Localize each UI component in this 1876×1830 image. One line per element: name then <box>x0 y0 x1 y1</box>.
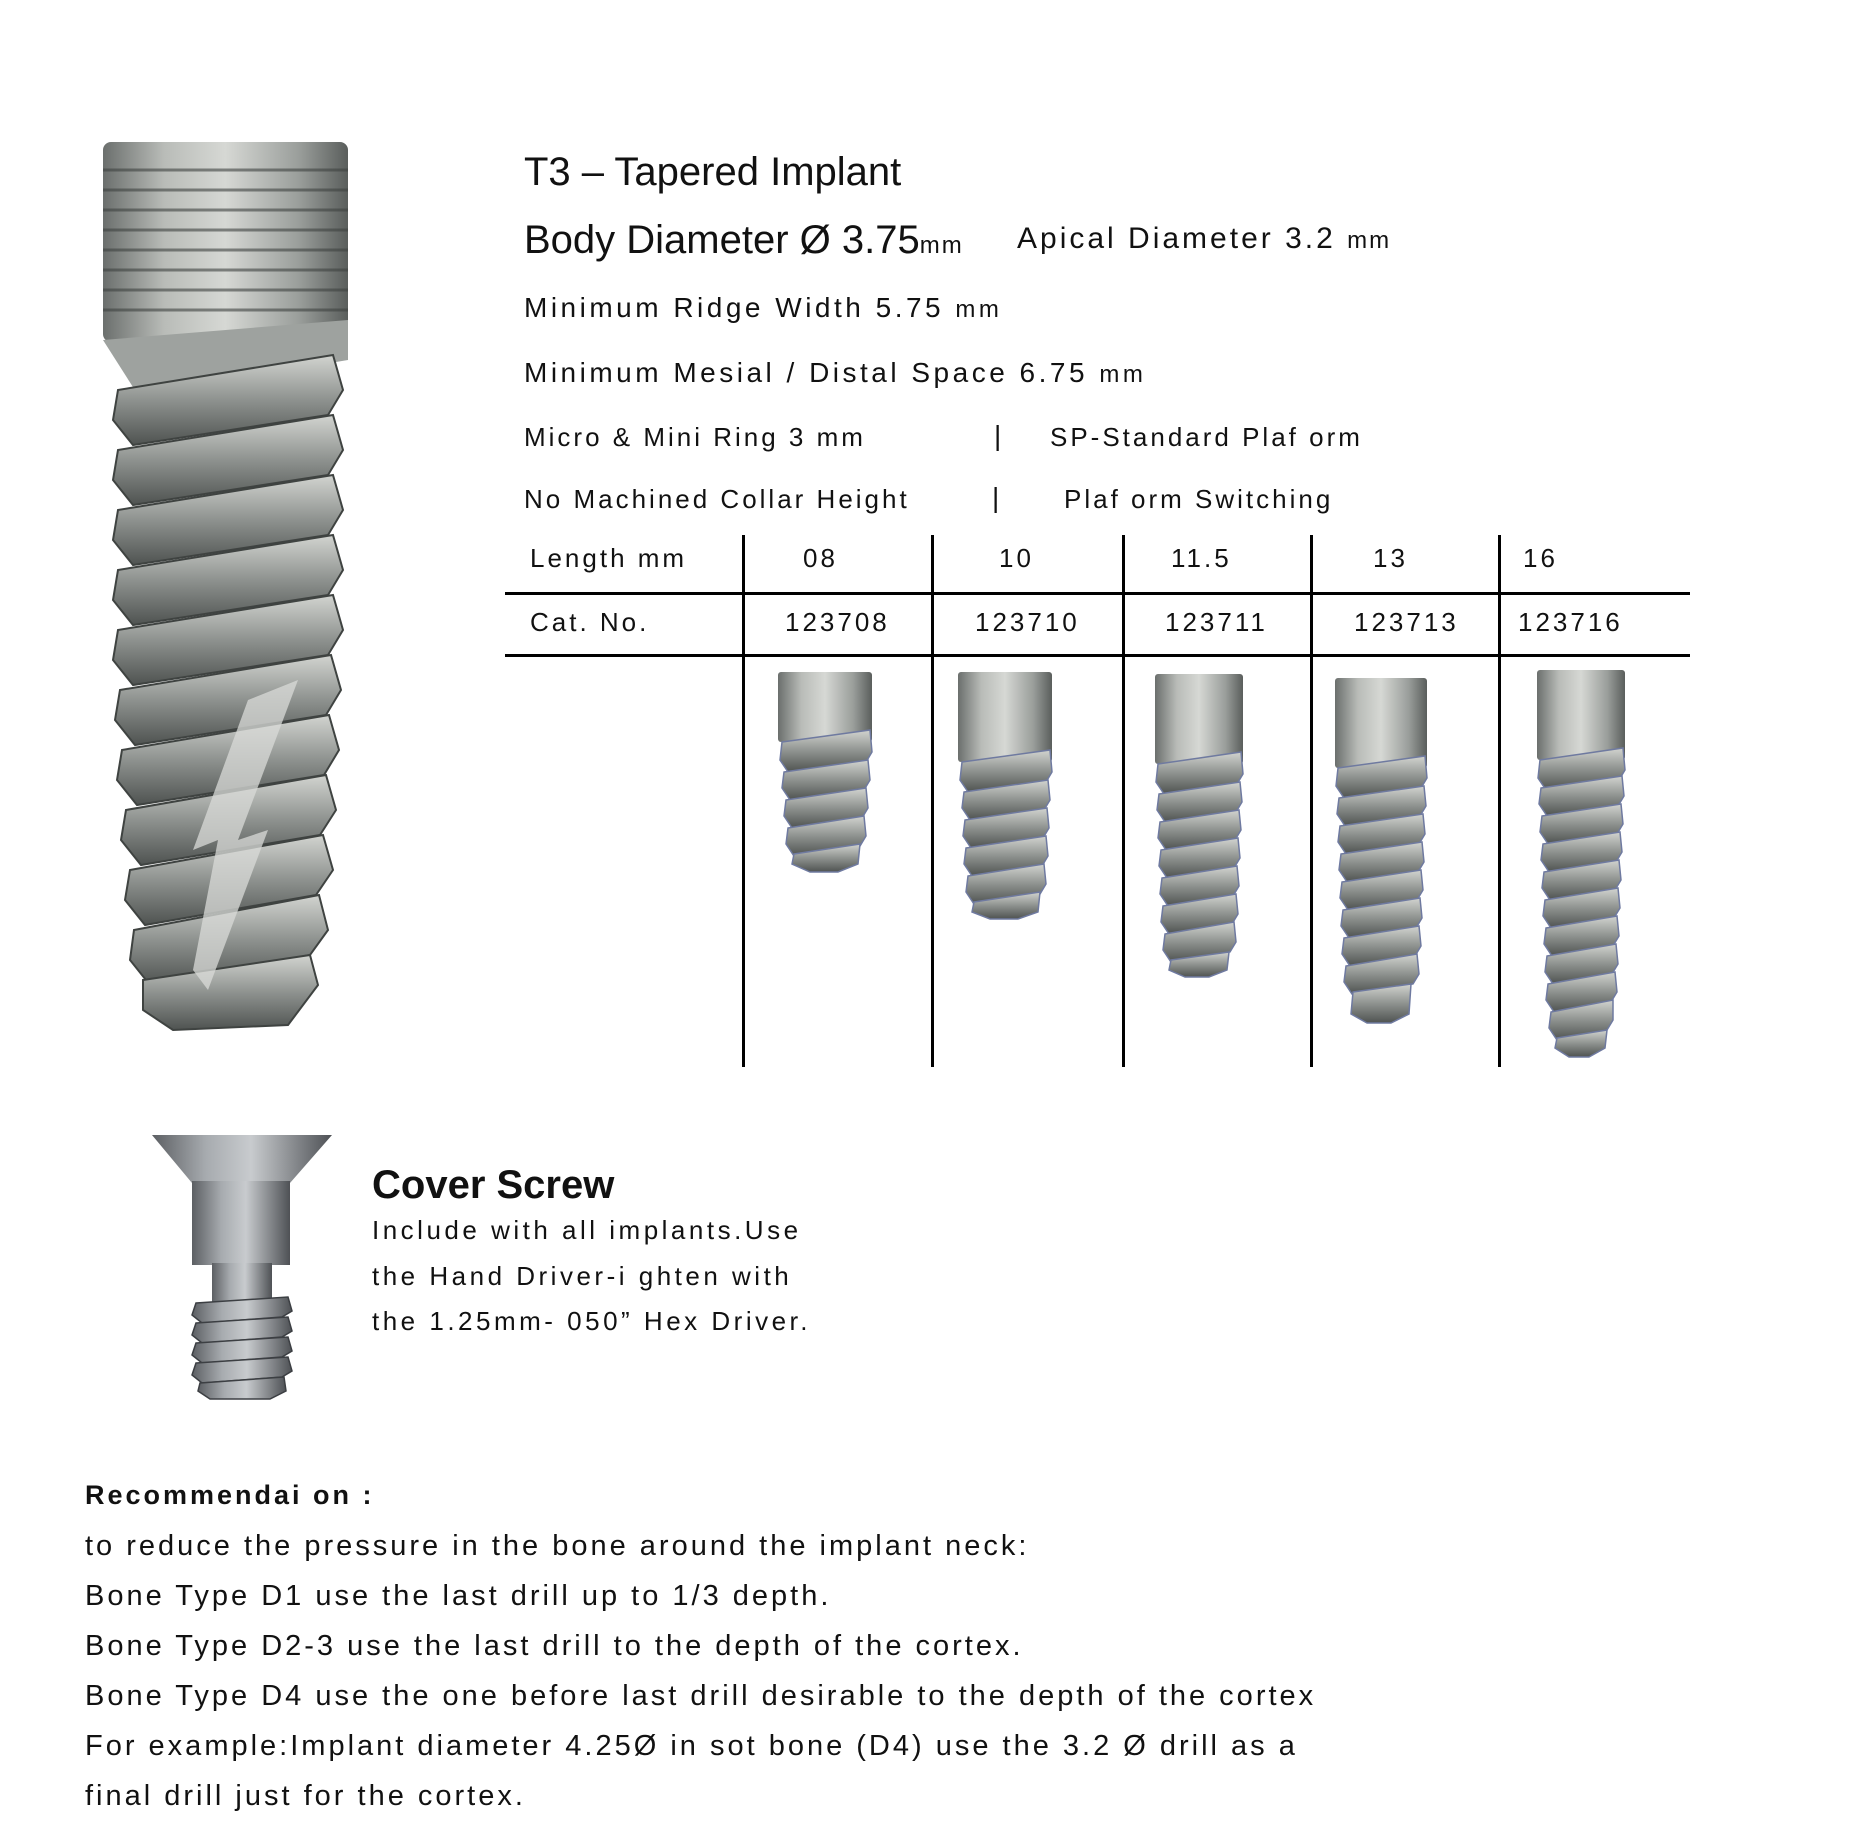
cover-screw-description-line: the 1.25mm- 050” Hex Driver. <box>372 1306 812 1336</box>
min-mesial-distal-space <box>524 357 1146 389</box>
cover-screw-title: Cover Screw <box>372 1163 615 1207</box>
separator: | <box>992 482 1000 513</box>
min-mesial-distal-value: Minimum Mesial / Distal Space 6.75 <box>524 357 1089 388</box>
table-divider <box>505 592 1690 595</box>
length-cell: 11.5 <box>1171 543 1232 573</box>
length-cell: 10 <box>999 543 1034 573</box>
body-diameter-unit: mm <box>919 232 964 259</box>
sp-standard-platform: SP-Standard Plaf orm <box>1050 422 1363 452</box>
min-mesial-distal-unit: mm <box>1099 361 1147 388</box>
recommendation-line: Bone Type D1 use the last drill up to 1/3 depth. <box>85 1580 832 1612</box>
separator: | <box>994 420 1002 451</box>
recommendation-line: to reduce the pressure in the bone around the implant neck: <box>85 1530 1030 1562</box>
table-divider <box>505 654 1690 657</box>
apical-diameter-unit: mm <box>1347 227 1392 254</box>
cover-screw-description-line: Include with all implants.Use <box>372 1215 802 1245</box>
length-cell: 08 <box>803 543 838 573</box>
cover-screw-description-line: the Hand Driver-i ghten with <box>372 1261 793 1291</box>
min-ridge-width-value: Minimum Ridge Width 5.75 <box>524 292 945 323</box>
micro-mini-ring: Micro & Mini Ring 3 mm <box>524 422 866 452</box>
product-title: T3 – Tapered Implant <box>524 150 902 194</box>
catalog-cell: 123710 <box>975 607 1080 637</box>
implant-13mm-image <box>1333 678 1429 1024</box>
length-cell: 16 <box>1523 543 1558 573</box>
min-ridge-width-unit: mm <box>955 296 1003 323</box>
recommendation-line: final drill just for the cortex. <box>85 1780 526 1812</box>
table-column-rule <box>1498 535 1501 1067</box>
catalog-cell: 123713 <box>1354 607 1459 637</box>
implant-08mm-image <box>776 672 874 874</box>
table-column-rule <box>1310 535 1313 1067</box>
body-diameter <box>524 218 964 263</box>
length-catalog-table <box>505 535 1690 1067</box>
catalog-cell: 123711 <box>1165 607 1268 637</box>
catalog-cell: 123716 <box>1518 607 1623 637</box>
table-column-rule <box>1122 535 1125 1067</box>
apical-diameter-value: Apical Diameter 3.2 <box>1017 222 1336 255</box>
table-column-rule <box>742 535 745 1067</box>
cover-screw-image <box>150 1133 334 1403</box>
platform-switching: Plaf orm Switching <box>1064 484 1334 514</box>
implant-16mm-image <box>1535 670 1627 1058</box>
no-machined-collar: No Machined Collar Height <box>524 484 910 514</box>
implant-10mm-image <box>956 672 1054 920</box>
row-header-length: Length mm <box>530 543 688 573</box>
body-diameter-value: Body Diameter Ø 3.75 <box>524 218 920 262</box>
table-column-rule <box>931 535 934 1067</box>
min-ridge-width <box>524 292 1002 324</box>
length-cell: 13 <box>1373 543 1408 573</box>
recommendation-line: For example:Implant diameter 4.25Ø in sot bone (D4) use the 3.2 Ø drill as a <box>85 1730 1298 1762</box>
row-header-catalog: Cat. No. <box>530 607 650 637</box>
recommendation-line: Bone Type D4 use the one before last drill desirable to the depth of the cortex <box>85 1680 1317 1712</box>
recommendation-line: Bone Type D2-3 use the last drill to the depth of the cortex. <box>85 1630 1024 1662</box>
large-implant-image <box>98 140 353 1035</box>
apical-diameter <box>1017 222 1391 256</box>
catalog-cell: 123708 <box>785 607 890 637</box>
recommendation-heading: Recommendai on : <box>85 1480 375 1510</box>
implant-11-5mm-image <box>1153 674 1245 978</box>
